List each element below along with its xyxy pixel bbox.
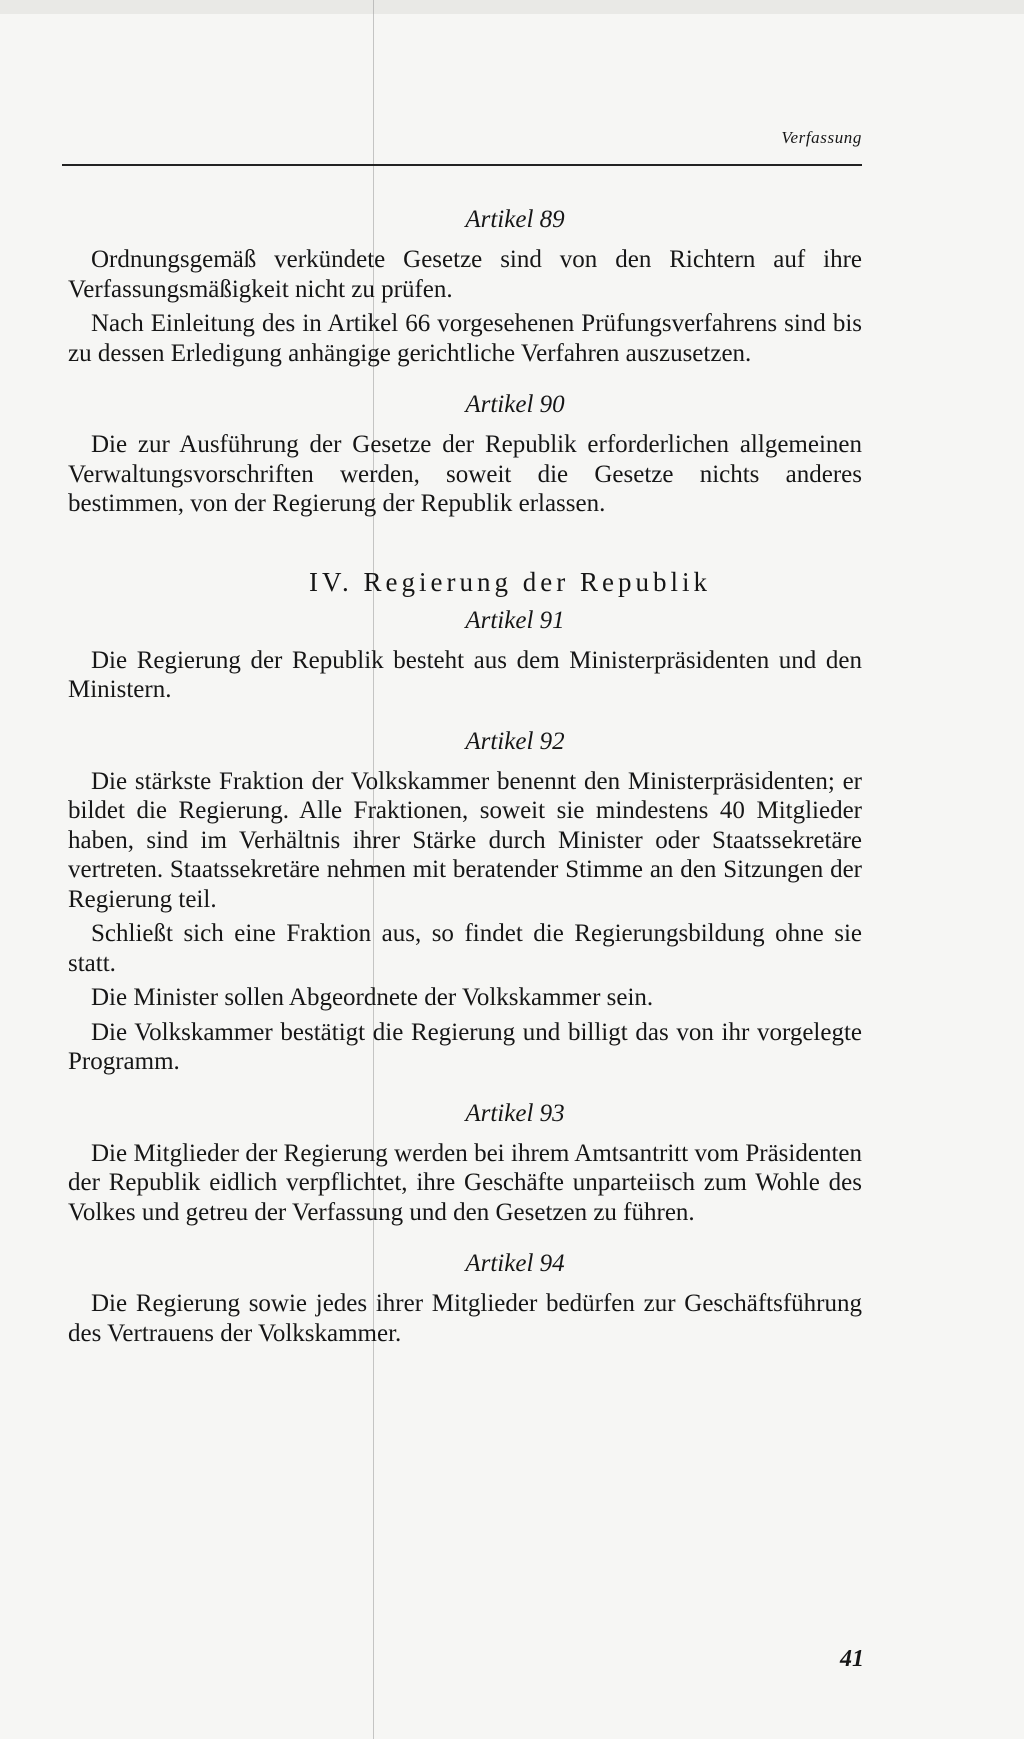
article-90-heading: Artikel 90 [465,391,565,418]
article-91-paragraph-1: Die Regierung der Republik besteht aus dem Ministerpräsidenten und den Ministern. [68,646,862,703]
article-94-heading: Artikel 94 [465,1250,565,1277]
article-92-paragraph-2: Schließt sich eine Fraktion aus, so findet die Regierungsbildung ohne sie statt. [68,920,862,977]
article-93-paragraph-1: Die Mitglieder der Regierung werden bei ihrem Amtsantritt vom Präsidenten der Republik eidlich verpflichtet, ihre Geschäfte unparteiisch zum Wohle des Volkes und getreu der Verfassung und den Gesetzen zu führen. [68,1139,862,1226]
text-column [68,205,862,1353]
article-89-heading: Artikel 89 [465,206,565,233]
article-92-paragraph-3: Die Minister sollen Abgeordnete der Volkskammer sein. [91,984,654,1011]
header-rule [62,164,862,166]
article-92-paragraph-1: Die stärkste Fraktion der Volkskammer benennt den Ministerpräsidenten; er bildet die Regierung. Alle Fraktionen, soweit sie mindestens 40 Mitglieder haben, sind im Verhältnis ihrer Stärke durch Minister oder Staatssekretäre vertreten. Staatssekretäre nehmen mit beratender Stimme an den Sitzungen der Regierung teil. [68,767,862,913]
page-number: 41 [840,1646,864,1672]
article-93-heading: Artikel 93 [465,1099,565,1127]
article-89-paragraph-2: Nach Einleitung des in Artikel 66 vorgesehenen Prüfungsverfahrens sind bis zu dessen Erledigung anhängige gerichtliche Verfahren auszusetzen. [68,310,862,367]
article-90-paragraph-1: Die zur Ausführung der Gesetze der Republik erforderlichen allgemeinen Verwaltungsvorschriften werden, soweit die Gesetze nichts anderes bestimmen, von der Regierung der Republik erlassen. [68,431,862,517]
article-92-heading: Artikel 92 [465,727,565,755]
section-heading: IV. Regierung der Republik [309,566,711,597]
page-top-edge [0,0,1024,14]
article-94-paragraph-1: Die Regierung sowie jedes ihrer Mitglieder bedürfen zur Geschäftsführung des Vertrauens der Volkskammer. [68,1290,862,1347]
article-89-paragraph-1: Ordnungsgemäß verkündete Gesetze sind von den Richtern auf ihre Verfassungsmäßigkeit nicht zu prüfen. [68,246,862,303]
article-92-paragraph-4: Die Volkskammer bestätigt die Regierung und billigt das von ihr vorgelegte Programm. [68,1018,862,1075]
running-head: Verfassung [781,128,862,147]
article-91-heading: Artikel 91 [465,606,565,634]
